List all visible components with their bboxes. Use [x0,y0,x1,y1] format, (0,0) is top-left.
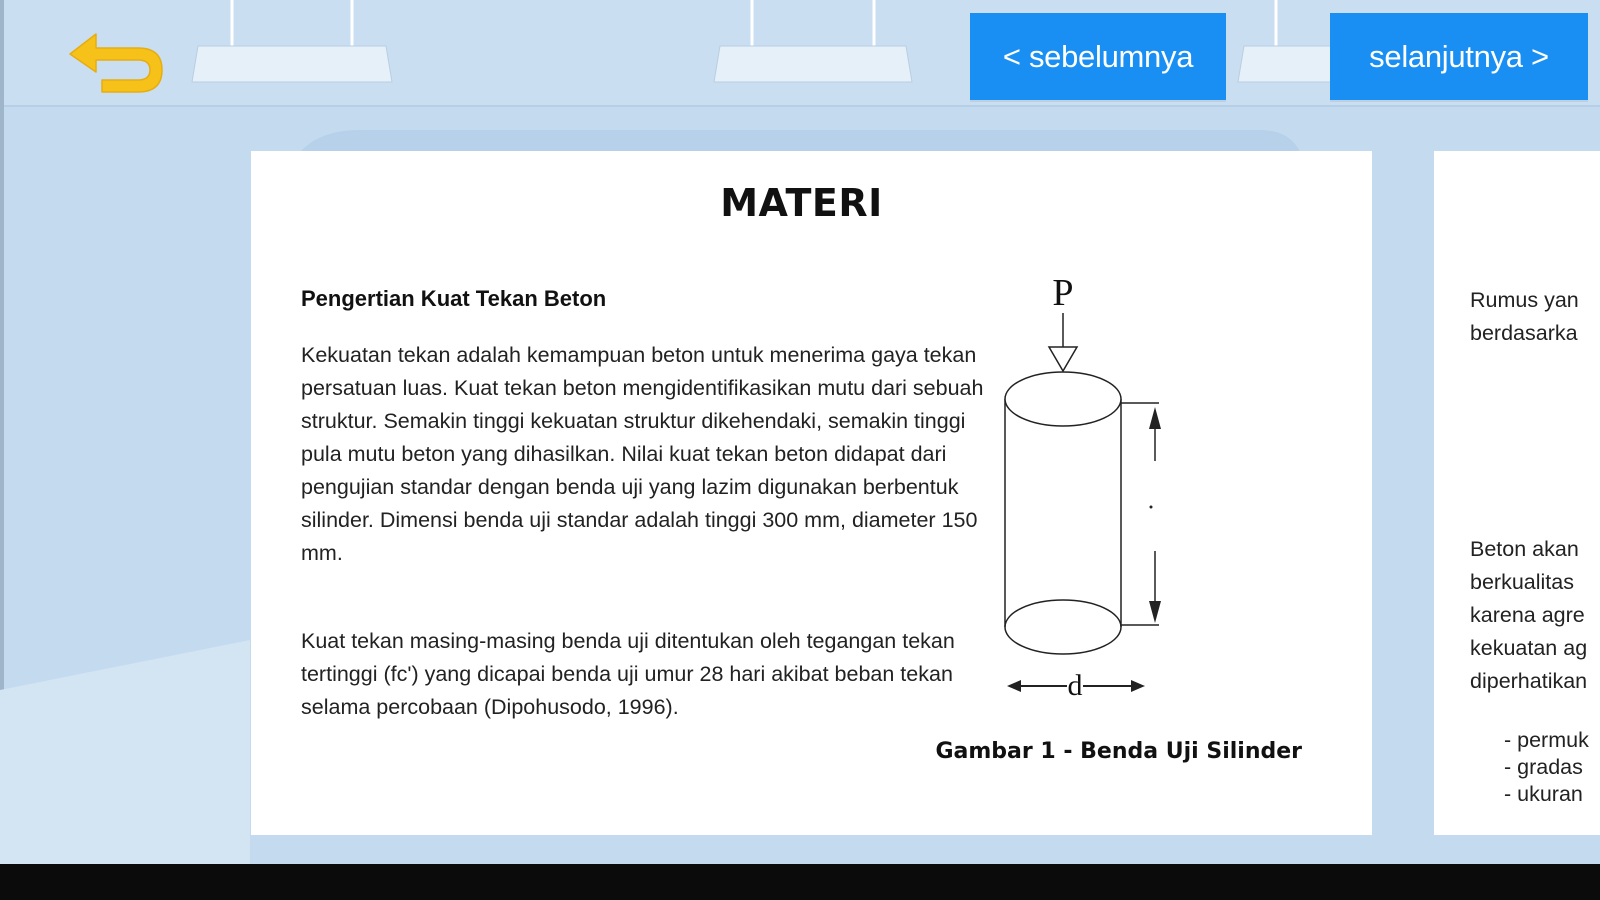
side-line: karena agre [1470,603,1585,627]
next-card-preview [1434,151,1600,835]
list-item: - ukuran [1504,782,1583,806]
side-paragraph-2 [1470,533,1587,698]
side-line: berdasarka [1470,321,1578,345]
undo-arrow-icon [66,10,176,96]
back-button[interactable] [66,10,176,96]
next-button[interactable]: selanjutnya > [1330,13,1588,100]
material-card [251,151,1372,835]
figure-caption: Gambar 1 - Benda Uji Silinder [935,739,1302,764]
list-item: - gradas [1504,755,1583,779]
section-heading: Pengertian Kuat Tekan Beton [301,286,607,311]
side-list [1504,727,1589,808]
load-label: P [1052,272,1074,314]
side-line: berkualitas [1470,570,1574,594]
side-line: diperhatikan [1470,669,1588,693]
bottom-black-bar [0,864,1600,900]
side-line: kekuatan ag [1470,636,1588,660]
paragraph-definition: Kekuatan tekan adalah kemampuan beton untuk menerima gaya tekan persatuan luas. Kuat tekan beton mengidentifikasikan mutu dari sebuah struktur. Semakin tinggi kekuatan struktur dikehendaki, semakin tinggi pula mutu beton yang dihasilkan. Nilai kuat tekan beton didapat dari pengujian standar dengan benda uji yang lazim digunakan berbentuk silinder. Dimensi benda uji standar adalah tinggi 300 mm, diameter 150 mm. [301,343,984,565]
diameter-label: d [1067,669,1083,701]
side-paragraph-1 [1470,284,1579,350]
page-title: MATERI [720,181,883,225]
side-line: Rumus yan [1470,288,1579,312]
list-item: - permuk [1504,728,1589,752]
cylinder-specimen-figure [991,261,1291,701]
side-line: Beton akan [1470,537,1579,561]
previous-button[interactable]: < sebelumnya [970,13,1226,100]
paragraph-compressive-strength: Kuat tekan masing-masing benda uji ditentukan oleh tegangan tekan tertinggi (fc') yang dicapai benda uji umur 28 hari akibat beban tekan selama percobaan (Dipohusodo, 1996). [301,629,955,719]
